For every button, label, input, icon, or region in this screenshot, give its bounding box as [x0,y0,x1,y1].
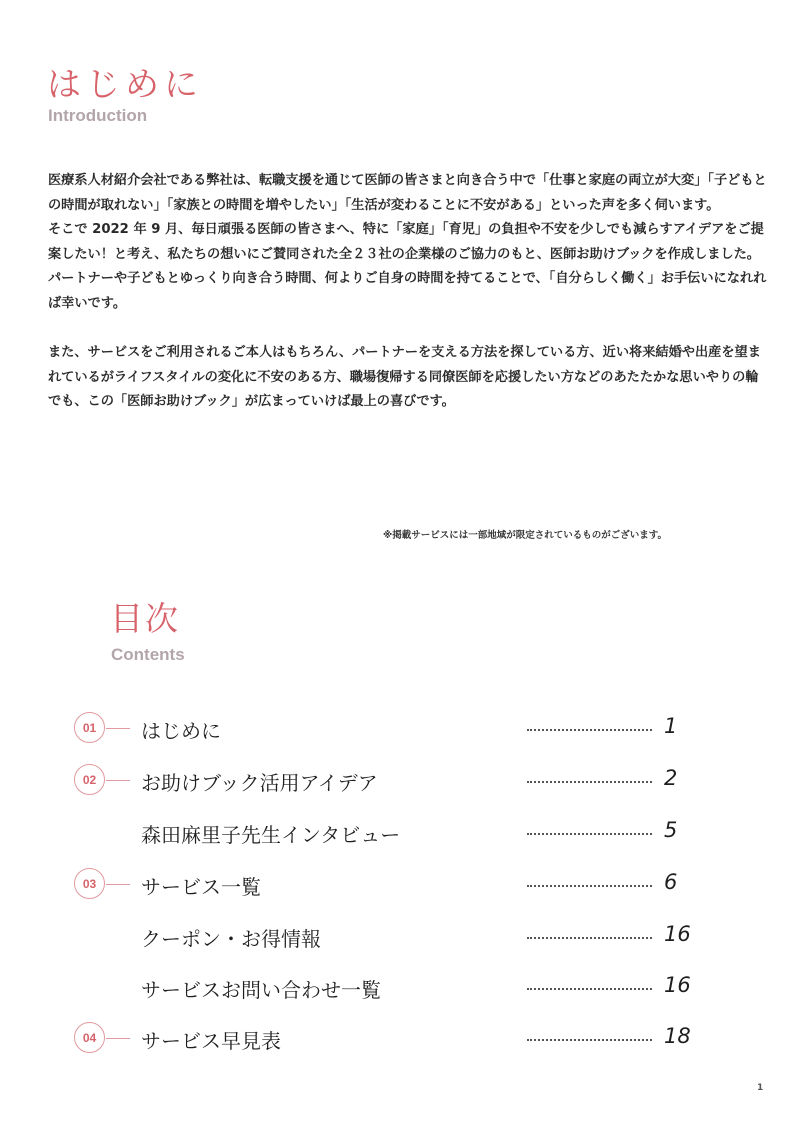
toc-item[interactable] [72,1020,712,1058]
section-number-badge: 02 [74,764,105,795]
toc-item-label: はじめに [141,719,221,743]
toc-item-label: サービス早見表 [141,1029,281,1053]
toc-page-number: 18 [664,1024,691,1048]
badge-connector-line [106,728,130,729]
toc-dot-leader [527,833,652,835]
toc-item[interactable] [72,762,712,800]
section-number-badge: 01 [74,712,105,743]
toc-dot-leader [527,885,652,887]
toc-item[interactable] [72,918,712,956]
toc-dot-leader [527,937,652,939]
toc-dot-leader [527,988,652,990]
toc-item[interactable] [72,866,712,904]
badge-connector-line [106,1038,130,1039]
toc-item[interactable] [72,814,712,852]
toc-item-label: 森田麻里子先生インタビュー [141,823,401,847]
toc-item-label: サービスお問い合わせ一覧 [141,978,381,1002]
toc-item-label: クーポン・お得情報 [141,927,321,951]
toc-item-label: お助けブック活用アイデア [141,771,378,795]
toc-page-number: 16 [664,973,691,997]
intro-paragraph: パートナーや子どもとゆっくり向き合う時間、何よりご自身の時間を持てることで、「自分らしく働く」お手伝いになれれば幸いです。 [48,271,767,311]
section-number-badge: 03 [74,868,105,899]
toc-subtitle: Contents [111,645,185,664]
toc-item-label: サービス一覧 [141,875,261,899]
toc-page-number: 2 [664,766,678,790]
toc-dot-leader [527,729,652,731]
toc-title: 目次 [110,599,180,638]
toc-page-number: 1 [664,714,678,738]
toc-dot-leader [527,1039,652,1041]
toc-item[interactable] [72,710,712,748]
toc-item[interactable] [72,969,712,1007]
intro-paragraph: そこで 2022 年 9 月、毎日頑張る医師の皆さまへ、特に「家庭」「育児」の負担や不安を少しでも減らすアイデアをご提案したい！と考え、私たちの想いにご賛同された全２３社の企業様のご協力のもと、医師お助けブックを作成しました。 [48,222,764,262]
page-number: 1 [757,1083,764,1093]
toc-page-number: 5 [664,818,678,842]
region-note: ※掲載サービスには一部地域が限定されているものがございます。 [383,530,667,541]
toc-page-number: 6 [664,870,678,894]
toc-dot-leader [527,781,652,783]
intro-paragraph: また、サービスをご利用されるご本人はもちろん、パートナーを支える方法を探している方、近い将来結婚や出産を望まれているがライフスタイルの変化に不安のある方、職場復帰する同僚医師を応援したい方などのあたたかな思いやりの輪でも、この「医師お助けブック」が広まっていけば最上の喜びです。 [48,345,761,410]
intro-body [48,169,768,415]
toc-page-number: 16 [664,922,691,946]
intro-subtitle: Introduction [48,106,148,125]
intro-paragraph: 医療系人材紹介会社である弊社は、転職支援を通じて医師の皆さまと向き合う中で「仕事と家庭の両立が大変」「子どもとの時間が取れない」「家族との時間を増やしたい」「生活が変わることに不安がある」といった声を多く伺います。 [48,173,767,213]
section-number-badge: 04 [74,1022,105,1053]
badge-connector-line [106,780,130,781]
intro-title: はじめに [47,65,203,105]
paragraph-gap [48,317,768,342]
badge-connector-line [106,884,130,885]
